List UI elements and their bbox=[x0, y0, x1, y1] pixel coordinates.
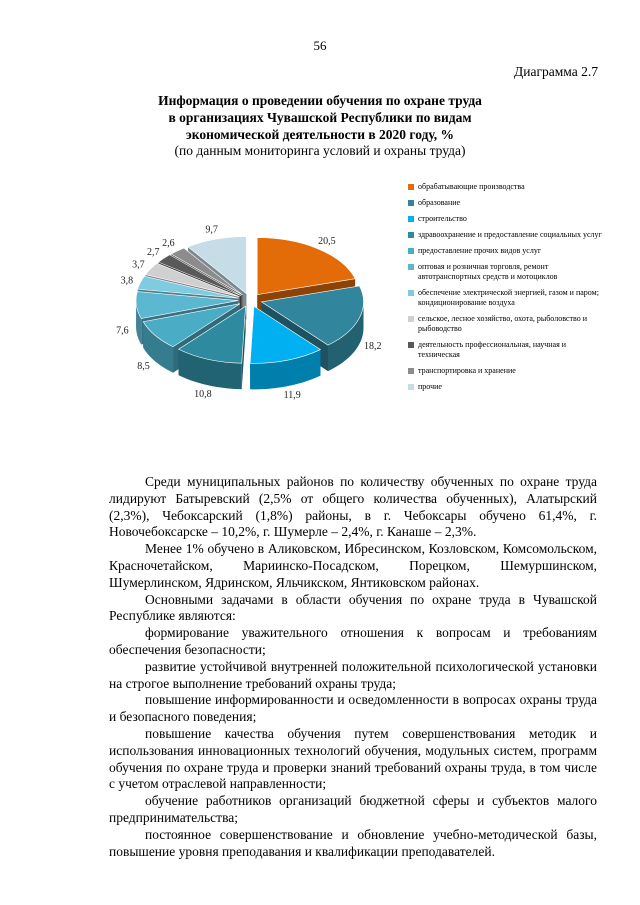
legend-item bbox=[408, 182, 608, 192]
legend-swatch bbox=[408, 216, 414, 222]
pie-data-label: 11,9 bbox=[283, 390, 301, 402]
legend-label: оптовая и розничная торговля, ремонт автотранспортных средств и мотоциклов bbox=[418, 262, 558, 281]
paragraph: повышение информированности и осведомленности в вопросах охраны труда и безопасного поведения; bbox=[109, 692, 597, 725]
pie-slices bbox=[136, 237, 363, 390]
legend-swatch bbox=[408, 184, 414, 190]
legend-item bbox=[408, 230, 608, 240]
legend-item bbox=[408, 262, 608, 282]
body-text bbox=[109, 474, 597, 860]
legend-item bbox=[408, 288, 608, 308]
legend-label: сельское, лесное хозяйство, охота, рыболовство и рыбоводство bbox=[418, 314, 587, 333]
pie-data-label: 8,5 bbox=[137, 361, 150, 372]
pie-data-label: 3,7 bbox=[132, 259, 145, 271]
chart-title-line: экономической деятельности в 2020 году, % bbox=[185, 127, 455, 142]
legend-label: строительство bbox=[418, 214, 467, 223]
legend-item bbox=[408, 314, 608, 334]
paragraph: Менее 1% обучено в Аликовском, Ибресинском, Козловском, Комсомольском, Красночетайском, Мариинско-Посадском, Порецком, Шемуршинском, Шумерлинском, Ядринском, Яльчикском, Янтиковском районах. bbox=[109, 541, 597, 590]
paragraph: обучение работников организаций бюджетной сферы и субъектов малого предпринимательства; bbox=[109, 793, 597, 825]
pie-data-label: 2,7 bbox=[146, 246, 160, 258]
legend-item bbox=[408, 198, 608, 208]
legend-label: предоставление прочих видов услуг bbox=[418, 246, 542, 255]
chart-legend bbox=[408, 182, 608, 398]
paragraph: повышение качества обучения путем совершенствования методик и использования инновационных технологий обучения, модульных систем, программ обучения по охране труда и проверки знаний требований охраны труда, в том числе с учетом отраслевой направленности; bbox=[109, 725, 597, 792]
legend-item bbox=[408, 382, 608, 392]
paragraph: Основными задачами в области обучения по охране труда в Чувашской Республике являются: bbox=[109, 591, 597, 624]
legend-label: образование bbox=[418, 198, 461, 207]
legend-label: обрабатывающие производства bbox=[418, 182, 525, 191]
paragraph: развитие устойчивой внутренней положительной психологической установки на строгое выполнение требований охраны труда; bbox=[109, 658, 597, 691]
legend-swatch bbox=[408, 316, 414, 322]
pie-data-label: 18,2 bbox=[363, 340, 382, 352]
legend-swatch bbox=[408, 232, 414, 238]
legend-swatch bbox=[408, 290, 414, 296]
legend-swatch bbox=[408, 342, 414, 348]
legend-label: деятельность профессиональная, научная и техническая bbox=[418, 340, 567, 359]
legend-item bbox=[408, 246, 608, 256]
page-number: 56 bbox=[313, 38, 327, 53]
chart-title bbox=[110, 92, 530, 143]
pie-data-label: 20,5 bbox=[318, 236, 336, 247]
legend-item bbox=[408, 340, 608, 360]
pie-data-label: 10,8 bbox=[194, 389, 212, 401]
legend-label: транспортировка и хранение bbox=[418, 366, 516, 375]
legend-swatch bbox=[408, 368, 414, 374]
legend-swatch bbox=[408, 248, 414, 254]
pie-data-label: 9,7 bbox=[205, 224, 218, 236]
pie-data-label: 2,6 bbox=[162, 238, 175, 250]
paragraph: Среди муниципальных районов по количеству обученных по охране труда лидируют Батыревский (2,5% от общего количества обученных), Алатырский (2,3%), Чебоксарский (1,8%) районы, в г. Чебоксары обучено 61,4%, г. Новочебоксарске – 10,2%, г. Шумерле – 2,4%, г. Канаше – 2,3%. bbox=[109, 474, 597, 540]
pie-data-label: 3,8 bbox=[120, 275, 134, 287]
legend-label: прочие bbox=[418, 382, 442, 391]
paragraph: постоянное совершенствование и обновление учебно-методической базы, повышение уровня преподавания и квалификации преподавателей. bbox=[109, 826, 597, 859]
legend-swatch bbox=[408, 200, 414, 206]
pie-data-label: 7,6 bbox=[116, 325, 129, 337]
legend-label: обеспечение электрической энергией, газом и паром; кондиционирование воздуха bbox=[418, 288, 599, 307]
chart-subtitle: (по данным мониторинга условий и охраны труда) bbox=[174, 143, 466, 158]
chart-title-line: Информация о проведении обучения по охране труда bbox=[158, 93, 482, 108]
diagram-label: Диаграмма 2.7 bbox=[514, 64, 598, 79]
legend-label: здравоохранение и предоставление социальных услуг bbox=[418, 230, 602, 239]
legend-item bbox=[408, 366, 608, 376]
pie-chart bbox=[100, 200, 405, 435]
legend-swatch bbox=[408, 264, 414, 270]
chart-title-line: в организациях Чувашской Республики по видам bbox=[168, 110, 472, 125]
paragraph: формирование уважительного отношения к вопросам и требованиям обеспечения безопасности; bbox=[109, 625, 597, 657]
legend-swatch bbox=[408, 384, 414, 390]
legend-item bbox=[408, 214, 608, 224]
